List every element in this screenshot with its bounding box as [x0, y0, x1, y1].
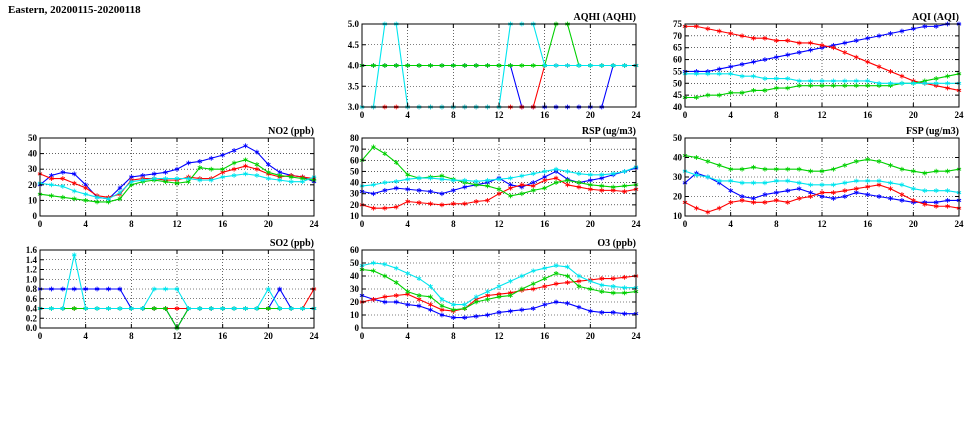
- x-tick-label: 0: [682, 110, 688, 120]
- chart-title: RSP (ug/m3): [581, 126, 636, 137]
- y-tick-label: 50: [673, 78, 682, 89]
- x-tick-label: 24: [631, 331, 641, 341]
- y-tick-label: 0.2: [25, 313, 37, 324]
- y-tick-label: 50: [350, 258, 359, 268]
- x-tick-label: 0: [682, 219, 688, 229]
- x-tick-label: 4: [83, 331, 88, 341]
- y-tick-label: 0.0: [25, 323, 37, 333]
- x-tick-label: 24: [631, 110, 641, 120]
- y-tick-label: 10: [673, 211, 682, 221]
- x-tick-label: 20: [263, 331, 273, 341]
- x-tick-label: 4: [405, 110, 410, 120]
- x-tick-label: 12: [817, 110, 827, 120]
- y-tick-label: 70: [673, 30, 682, 41]
- x-tick-label: 20: [908, 110, 918, 120]
- y-tick-label: 0: [354, 323, 359, 333]
- y-tick-label: 60: [350, 155, 359, 166]
- x-tick-label: 8: [451, 110, 456, 120]
- x-tick-label: 24: [954, 110, 964, 120]
- chart-panel-aqi: [655, 10, 965, 125]
- y-tick-label: 50: [28, 133, 37, 143]
- x-tick-label: 0: [37, 331, 43, 341]
- x-tick-label: 12: [494, 219, 504, 229]
- chart-panel-rsp: [332, 124, 642, 234]
- y-tick-label: 0.6: [25, 293, 37, 304]
- x-tick-label: 20: [585, 110, 595, 120]
- chart-fsp: [655, 124, 965, 234]
- x-tick-label: 8: [774, 219, 779, 229]
- y-tick-label: 20: [350, 199, 359, 210]
- x-tick-label: 12: [817, 219, 827, 229]
- chart-title: FSP (ug/m3): [905, 126, 959, 137]
- y-tick-label: 50: [673, 133, 682, 143]
- chart-title: NO2 (ppb): [268, 126, 314, 137]
- y-tick-label: 4.5: [347, 39, 359, 50]
- x-tick-label: 16: [863, 219, 873, 229]
- y-tick-label: 60: [673, 54, 682, 65]
- x-tick-label: 4: [83, 219, 88, 229]
- y-tick-label: 40: [350, 271, 359, 281]
- y-tick-label: 30: [28, 164, 37, 175]
- y-tick-label: 0.4: [25, 303, 37, 314]
- x-tick-label: 20: [585, 331, 595, 341]
- x-tick-label: 0: [37, 219, 43, 229]
- y-tick-label: 80: [350, 133, 359, 143]
- y-tick-label: 40: [673, 152, 682, 163]
- x-tick-label: 12: [172, 331, 182, 341]
- x-tick-label: 12: [494, 331, 504, 341]
- y-tick-label: 1.4: [25, 254, 37, 265]
- x-tick-label: 8: [129, 219, 134, 229]
- x-tick-label: 12: [172, 219, 182, 229]
- y-tick-label: 45: [673, 90, 682, 101]
- chart-rsp: [332, 124, 642, 234]
- y-tick-label: 0.8: [25, 284, 37, 294]
- chart-title: AQHI (AQHI): [573, 12, 636, 23]
- y-tick-label: 0: [32, 211, 37, 221]
- x-tick-label: 8: [774, 110, 779, 120]
- chart-panel-so2: [10, 236, 320, 346]
- x-tick-label: 8: [451, 219, 456, 229]
- x-tick-label: 8: [129, 331, 134, 341]
- y-tick-label: 20: [673, 191, 682, 202]
- chart-panel-aqhi: [332, 10, 642, 125]
- y-tick-label: 10: [350, 310, 359, 320]
- y-tick-label: 5.0: [347, 19, 359, 29]
- chart-panel-no2: [10, 124, 320, 234]
- x-tick-label: 20: [585, 219, 595, 229]
- x-tick-label: 16: [218, 331, 228, 341]
- y-tick-label: 10: [28, 195, 37, 206]
- y-tick-label: 40: [28, 148, 37, 159]
- y-tick-label: 50: [350, 166, 359, 177]
- y-tick-label: 3.0: [347, 102, 359, 112]
- y-tick-label: 1.6: [25, 245, 37, 255]
- chart-title: SO2 (ppb): [269, 238, 314, 249]
- chart-aqi: [655, 10, 965, 125]
- x-tick-label: 0: [359, 219, 365, 229]
- y-tick-label: 4.0: [347, 60, 359, 71]
- x-tick-label: 16: [218, 219, 228, 229]
- y-tick-label: 30: [350, 188, 359, 199]
- x-tick-label: 24: [309, 331, 319, 341]
- x-tick-label: 8: [451, 331, 456, 341]
- chart-title: O3 (ppb): [597, 238, 636, 249]
- y-tick-label: 65: [673, 42, 682, 53]
- x-tick-label: 20: [908, 219, 918, 229]
- x-tick-label: 16: [540, 219, 550, 229]
- y-tick-label: 10: [350, 211, 359, 221]
- y-tick-label: 55: [673, 66, 682, 77]
- chart-title: AQI (AQI): [912, 12, 959, 23]
- y-tick-label: 30: [350, 284, 359, 294]
- x-tick-label: 24: [631, 219, 641, 229]
- y-tick-label: 20: [28, 179, 37, 190]
- x-tick-label: 0: [359, 331, 365, 341]
- chart-panel-fsp: [655, 124, 965, 234]
- y-tick-label: 30: [673, 172, 682, 182]
- y-tick-label: 1.2: [25, 264, 37, 275]
- x-tick-label: 12: [494, 110, 504, 120]
- y-tick-label: 3.5: [347, 81, 359, 92]
- x-tick-label: 4: [728, 219, 733, 229]
- x-tick-label: 4: [728, 110, 733, 120]
- y-tick-label: 20: [350, 297, 359, 307]
- y-tick-label: 60: [350, 245, 359, 255]
- x-tick-label: 0: [359, 110, 365, 120]
- chart-aqhi: [332, 10, 642, 125]
- chart-so2: [10, 236, 320, 346]
- x-tick-label: 16: [863, 110, 873, 120]
- y-tick-label: 70: [350, 144, 359, 155]
- y-tick-label: 40: [350, 177, 359, 188]
- y-tick-label: 1.0: [25, 274, 37, 285]
- x-tick-label: 16: [540, 331, 550, 341]
- y-tick-label: 40: [673, 102, 682, 112]
- page-title: Eastern, 20200115-20200118: [8, 4, 141, 16]
- x-tick-label: 24: [954, 219, 964, 229]
- x-tick-label: 24: [309, 219, 319, 229]
- x-tick-label: 4: [405, 331, 410, 341]
- chart-no2: [10, 124, 320, 234]
- chart-panel-o3: [332, 236, 642, 346]
- y-tick-label: 75: [673, 19, 682, 29]
- x-tick-label: 16: [540, 110, 550, 120]
- chart-o3: [332, 236, 642, 346]
- x-tick-label: 20: [263, 219, 273, 229]
- x-tick-label: 4: [405, 219, 410, 229]
